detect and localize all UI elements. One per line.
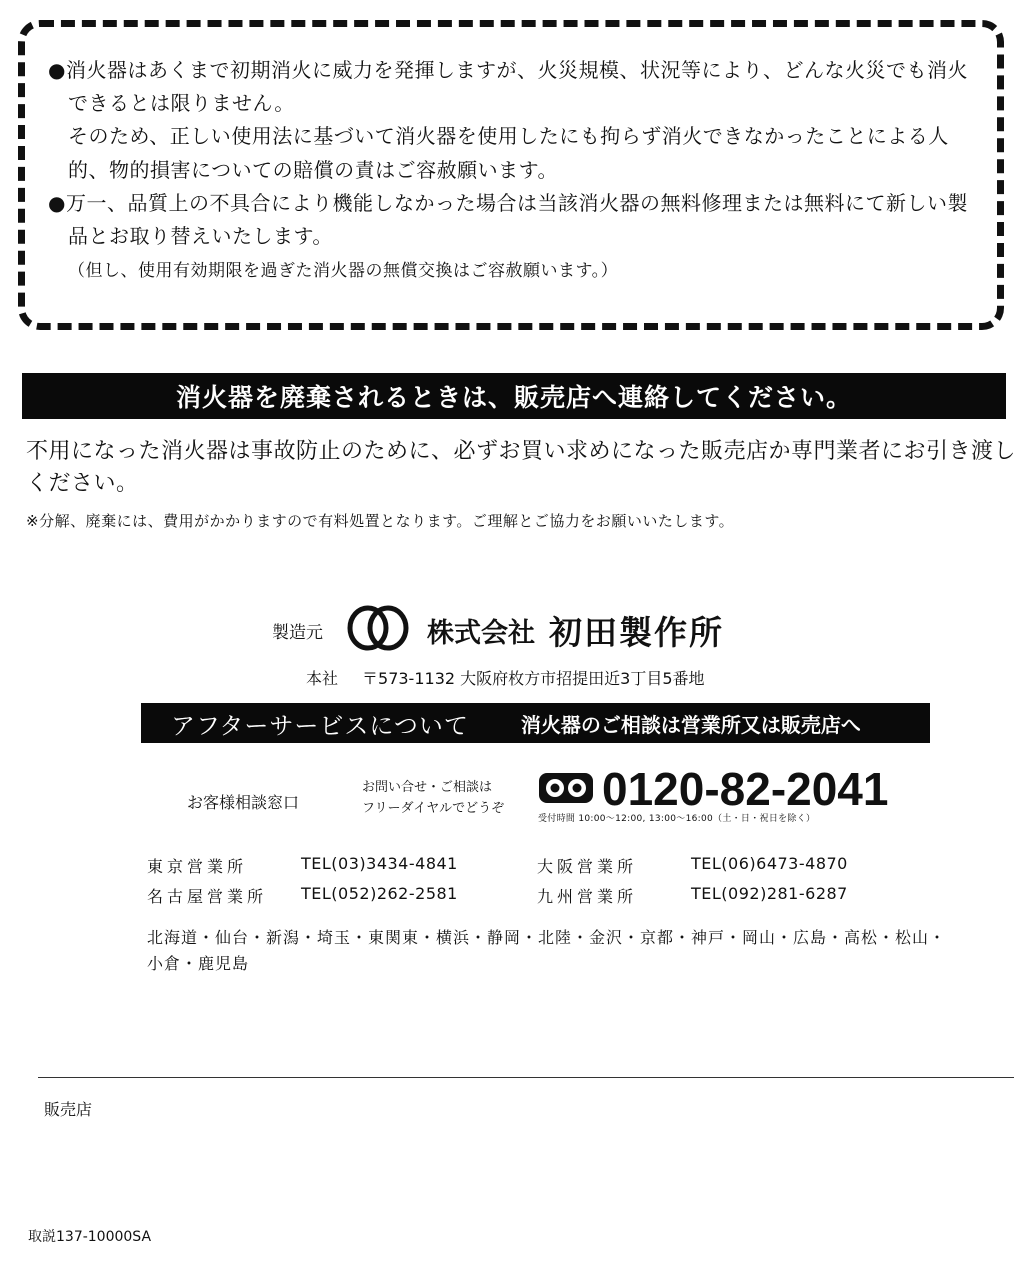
office-tel: TEL(03)3434-4841 <box>301 854 458 873</box>
freedial-note-line1: お問い合せ・ご相談は <box>362 780 493 795</box>
company-prefix: 株式会社 <box>427 617 535 649</box>
office-name: 九州営業所 <box>537 887 638 906</box>
disposal-banner <box>22 373 1006 419</box>
company-name: 初田製作所 <box>549 612 724 652</box>
freedial-note <box>362 778 504 820</box>
office-name: 大阪営業所 <box>537 857 638 876</box>
office-name: 東京営業所 <box>147 857 248 876</box>
hq-label: 本社 <box>306 669 339 688</box>
company-logo-icon <box>345 605 411 655</box>
notice-text <box>48 54 988 285</box>
customer-contact-label: お客様相談窓口 <box>187 793 300 812</box>
disposal-body: 不用になった消火器は事故防止のために、必ずお買い求めになった販売店か専門業者にお引き渡しください。 <box>26 439 1017 496</box>
notice-item-2-note: （但し、使用有効期限を過ぎた消火器の無償交換はご容赦願います。） <box>68 261 619 282</box>
reception-hours: 受付時間 10:00〜12:00, 13:00〜16:00（土・日・祝日を除く） <box>538 814 816 824</box>
freedial-note-line2: フリーダイヤルでどうぞ <box>362 800 505 816</box>
free-dial-number: 0120-82-2041 <box>602 763 889 815</box>
hq-address: 〒573-1132 大阪府枚方市招提田近3丁目5番地 <box>362 669 705 688</box>
notice-item-1-continued: そのため、正しい使用法に基づいて消火器を使用したにも拘らず消火できなかったことによる人的、物的損害についての賠償の責はご容赦願います。 <box>68 124 949 182</box>
notice-item-2: ●万一、品質上の不具合により機能しなかった場合は当該消火器の無料修理または無料にて新しい製品とお取り替えいたします。 <box>48 190 968 248</box>
manufacturer-label: 製造元 <box>272 622 323 643</box>
manufacturer <box>272 605 724 655</box>
document-code: 取説137-10000SA <box>28 1229 152 1245</box>
after-service-title: アフターサービスについて <box>171 711 469 740</box>
disposal-banner-text: 消火器を廃棄されるときは、販売店へ連絡してください。 <box>175 383 852 412</box>
disposal-note: ※分解、廃棄には、費用がかかりますので有料処置となります。ご理解とご協力をお願いいたします。 <box>26 512 735 530</box>
after-service-bar <box>141 703 930 743</box>
divider <box>38 1077 1014 1078</box>
office-tel: TEL(06)6473-4870 <box>691 854 848 873</box>
after-service-subtitle: 消火器のご相談は営業所又は販売店へ <box>520 712 861 737</box>
sales-offices <box>147 854 947 907</box>
notice-item-1: ●消火器はあくまで初期消火に威力を発揮しますが、火災規模、状況等により、どんな火災でも消火できるとは限りません。 <box>48 58 968 116</box>
office-name: 名古屋営業所 <box>147 887 268 906</box>
headquarters <box>306 666 705 689</box>
free-dial-icon <box>538 770 594 810</box>
office-tel: TEL(052)262-2581 <box>301 884 458 903</box>
office-tel: TEL(092)281-6287 <box>691 884 848 903</box>
retailer-label: 販売店 <box>44 1100 93 1119</box>
branch-list: 北海道・仙台・新潟・埼玉・東関東・横浜・静岡・北陸・金沢・京都・神戸・岡山・広島・高松・松山・小倉・鹿児島 <box>147 928 947 973</box>
